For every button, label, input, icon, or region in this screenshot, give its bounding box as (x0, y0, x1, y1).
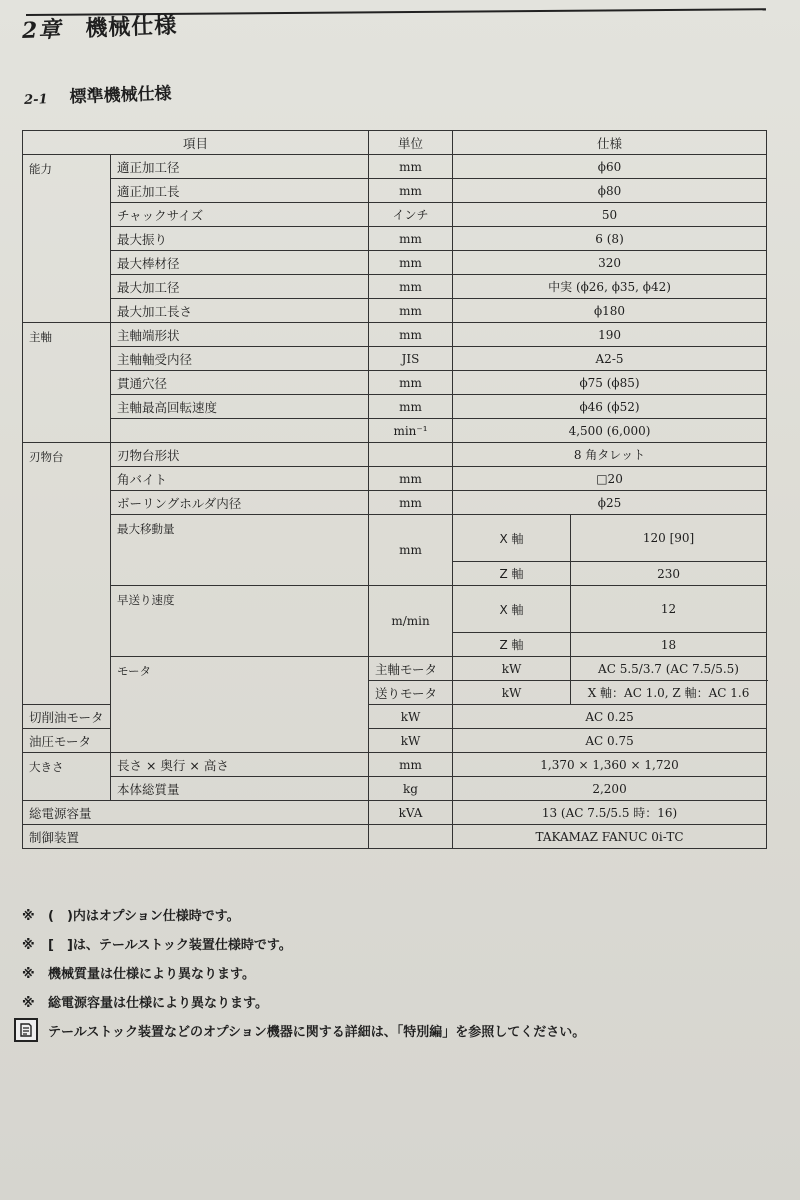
row-spec: 8 角タレット (453, 443, 767, 467)
row-spec: ϕ80 (453, 179, 767, 203)
reference-note (14, 1018, 774, 1042)
note-item (22, 931, 762, 960)
row-item: 適正加工長 (111, 179, 369, 203)
power-spec: 13 (AC 7.5/5.5 時：16) (453, 801, 767, 825)
travel-value-z: 230 (571, 562, 767, 586)
header-spec: 仕様 (453, 131, 767, 155)
chapter-title: 機械仕様 (84, 13, 178, 42)
row-unit: kW (453, 657, 571, 681)
table-row (23, 227, 767, 251)
table-row (23, 491, 767, 515)
note-text: 総電源容量は仕様により異なります。 (48, 996, 268, 1011)
row-unit: kg (369, 777, 453, 801)
row-item: 主軸最高回転速度 (111, 395, 369, 419)
row-unit: mm (369, 227, 453, 251)
table-row (23, 419, 767, 443)
row-unit (369, 443, 453, 467)
rapid-value-z: 18 (571, 633, 767, 657)
row-unit: mm (369, 155, 453, 179)
row-spec: 2,200 (453, 777, 767, 801)
row-unit: mm (369, 179, 453, 203)
chapter-heading (21, 9, 177, 45)
note-item (22, 989, 762, 1018)
row-spec: 190 (453, 323, 767, 347)
chapter-number: 2章 (21, 16, 62, 44)
rapid-axis-x: X 軸 (453, 586, 571, 633)
notes (22, 902, 762, 1018)
row-item: 最大振り (111, 227, 369, 251)
spec-table (22, 130, 767, 849)
row-item: 最大加工長さ (111, 299, 369, 323)
section-title: 標準機械仕様 (69, 83, 172, 108)
table-row (23, 657, 767, 681)
rapid-value-x: 12 (571, 586, 767, 633)
travel-value-x: 120 [90] (571, 515, 767, 562)
row-item: 最大棒材径 (111, 251, 369, 275)
row-spec: 320 (453, 251, 767, 275)
note-mark: ※ (22, 938, 35, 953)
note-item (22, 902, 762, 931)
row-unit: mm (369, 299, 453, 323)
row-spec: ϕ46 (ϕ52) (453, 395, 767, 419)
row-unit: mm (369, 491, 453, 515)
row-unit: kW (453, 681, 571, 705)
row-unit: kW (369, 705, 453, 729)
control-unit (369, 825, 453, 849)
power-unit: kVA (369, 801, 453, 825)
table-row (23, 203, 767, 227)
row-item: 貫通穴径 (111, 371, 369, 395)
table-row (23, 395, 767, 419)
header-item: 項目 (23, 131, 369, 155)
note-mark: ※ (22, 996, 35, 1011)
category-motor: モータ (111, 657, 369, 753)
row-spec: □20 (453, 467, 767, 491)
row-item: 主軸端形状 (111, 323, 369, 347)
row-spec: ϕ75 (ϕ85) (453, 371, 767, 395)
table-row (23, 825, 767, 849)
rapid-axis-z: Z 軸 (453, 633, 571, 657)
category-power: 総電源容量 (23, 801, 369, 825)
row-item: ボーリングホルダ内径 (111, 491, 369, 515)
row-spec: 6 (8) (453, 227, 767, 251)
row-unit: mm (369, 395, 453, 419)
row-unit: mm (369, 323, 453, 347)
row-unit: kW (369, 729, 453, 753)
section-heading (24, 79, 172, 109)
row-item: 刃物台形状 (111, 443, 369, 467)
table-row (23, 275, 767, 299)
row-spec: X 軸：AC 1.0, Z 軸：AC 1.6 (571, 681, 767, 705)
row-spec: ϕ25 (453, 491, 767, 515)
section-number: 2-1 (23, 92, 48, 108)
travel-axis-z: Z 軸 (453, 562, 571, 586)
row-item: 適正加工径 (111, 155, 369, 179)
row-unit: mm (369, 467, 453, 491)
table-row (23, 443, 767, 467)
table-row (23, 515, 767, 562)
row-spec: 1,370 × 1,360 × 1,720 (453, 753, 767, 777)
table-row (23, 753, 767, 777)
table-row (23, 371, 767, 395)
row-unit: JIS (369, 347, 453, 371)
note-item (22, 960, 762, 989)
row-spec: AC 0.75 (453, 729, 767, 753)
category-spindle: 主軸 (23, 323, 111, 443)
travel-axis-x: X 軸 (453, 515, 571, 562)
row-item (111, 419, 369, 443)
row-item: 最大加工径 (111, 275, 369, 299)
table-row (23, 251, 767, 275)
rapid-unit: m/min (369, 586, 453, 657)
row-spec: AC 5.5/3.7 (AC 7.5/5.5) (571, 657, 767, 681)
row-spec: AC 0.25 (453, 705, 767, 729)
row-item: 油圧モータ (23, 729, 111, 753)
row-item: 主軸モータ (369, 657, 453, 681)
row-item: 本体総質量 (111, 777, 369, 801)
note-text: 機械質量は仕様により異なります。 (48, 967, 255, 982)
header-unit: 単位 (369, 131, 453, 155)
rapid-item: 早送り速度 (111, 586, 369, 657)
table-row (23, 155, 767, 179)
note-mark: ※ (22, 909, 35, 924)
row-item: 送りモータ (369, 681, 453, 705)
row-item: 切削油モータ (23, 705, 111, 729)
row-spec: ϕ180 (453, 299, 767, 323)
row-item: 主軸軸受内径 (111, 347, 369, 371)
travel-item: 最大移動量 (111, 515, 369, 586)
row-item: 長さ × 奥行 × 高さ (111, 753, 369, 777)
table-row (23, 347, 767, 371)
row-unit: インチ (369, 203, 453, 227)
row-unit: mm (369, 753, 453, 777)
row-item: 角バイト (111, 467, 369, 491)
note-text: ( )内はオプション仕様時です。 (48, 909, 240, 924)
category-size: 大きさ (23, 753, 111, 801)
table-row (23, 299, 767, 323)
reference-book-icon (14, 1018, 38, 1042)
travel-unit: mm (369, 515, 453, 586)
row-spec: 中実 (ϕ26, ϕ35, ϕ42) (453, 275, 767, 299)
table-row (23, 586, 767, 633)
reference-text: テールストック装置などのオプション機器に関する詳細は、「特別編」を参照してください。 (48, 1024, 586, 1040)
row-unit: mm (369, 275, 453, 299)
table-row (23, 179, 767, 203)
category-turret: 刃物台 (23, 443, 111, 705)
note-text: [ ]は、テールストック装置仕様時です。 (48, 938, 292, 953)
table-row (23, 323, 767, 347)
row-spec: 50 (453, 203, 767, 227)
row-unit: mm (369, 251, 453, 275)
row-spec: A2-5 (453, 347, 767, 371)
note-mark: ※ (22, 967, 35, 982)
row-spec: ϕ60 (453, 155, 767, 179)
table-header-row (23, 131, 767, 155)
table-row (23, 777, 767, 801)
table-row (23, 467, 767, 491)
row-unit: min⁻¹ (369, 419, 453, 443)
table-row (23, 801, 767, 825)
row-spec: 4,500 (6,000) (453, 419, 767, 443)
category-control: 制御装置 (23, 825, 369, 849)
row-item: チャックサイズ (111, 203, 369, 227)
category-capacity: 能力 (23, 155, 111, 323)
row-unit: mm (369, 371, 453, 395)
control-spec: TAKAMAZ FANUC 0i-TC (453, 825, 767, 849)
